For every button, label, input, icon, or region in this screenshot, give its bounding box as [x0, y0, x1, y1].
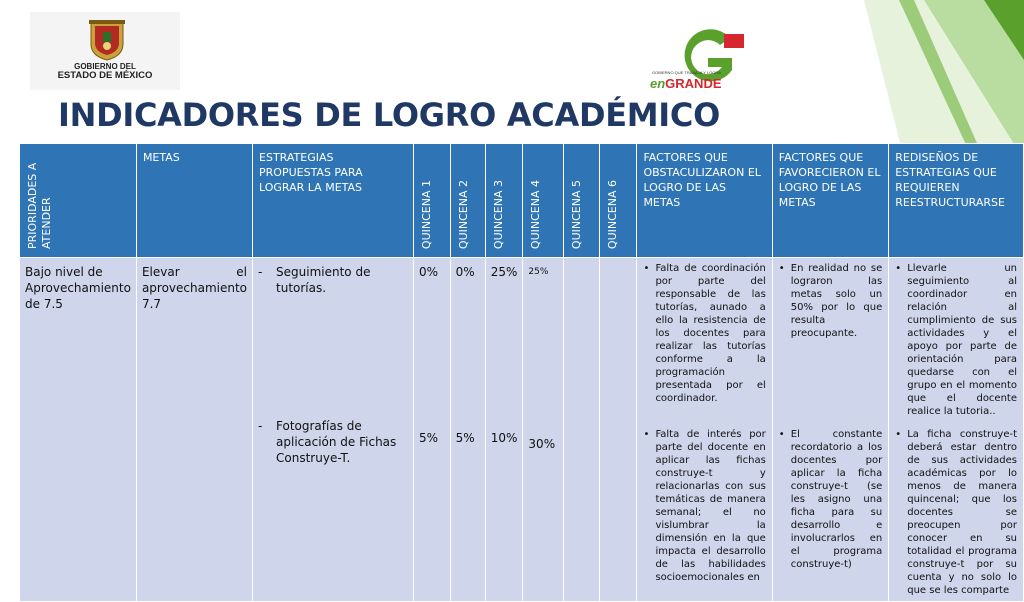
coat-of-arms-icon [85, 18, 129, 62]
header-redisenos: REDISEÑOS DE ESTRATEGIAS QUE REQUIEREN REESTRUCTURARSE [889, 144, 1024, 258]
cell-favorecieron [772, 258, 888, 602]
gobierno-estado-mexico-logo [30, 12, 180, 90]
header-obstaculizaron: FACTORES QUE OBSTACULIZARON EL LOGRO DE LAS METAS [637, 144, 772, 258]
header-quincena-5: QUINCENA 5 [563, 144, 600, 258]
engrande-logo [638, 24, 758, 94]
header-quincena-3: QUINCENA 3 [485, 144, 523, 258]
estrategia-item: - Seguimiento de tutorías. [258, 265, 371, 295]
cell-quincena-3: 25% 10% [485, 258, 523, 602]
header-estrategias: ESTRATEGIAS PROPUESTAS PARA LOGRAR LA METAS [253, 144, 414, 258]
header-favorecieron: FACTORES QUE FAVORECIERON EL LOGRO DE LAS METAS [772, 144, 888, 258]
logo-en: en [650, 76, 666, 91]
list-item: • La ficha construye-t deberá estar dentro de sus actividades académicas por lo menos de manera quincenal; que los docentes se preocupen por conocer en su totalidad el programa construye-t por su cuenta y no solo lo que se les comparte [895, 429, 1017, 596]
cell-obstaculizaron [637, 258, 772, 602]
cell-quincena-6 [600, 258, 637, 602]
page-title: INDICADORES DE LOGRO ACADÉMICO [58, 96, 721, 134]
header-quincena-4: QUINCENA 4 [523, 144, 563, 258]
cell-quincena-5 [563, 258, 600, 602]
cell-redisenos [889, 258, 1024, 602]
header-quincena-6: QUINCENA 6 [600, 144, 637, 258]
estrategia-item: - Fotografías de aplicación de Fichas Construye-T. [258, 419, 397, 465]
header-quincena-1: QUINCENA 1 [413, 144, 450, 258]
list-item: • Falta de interés por parte del docente en aplicar las fichas construye-t y relacionarlas con sus temáticas de manera semanal; el no vislumbrar la dimensión en la que impacta el desarrollo de las habilidades socioemocionales en [643, 429, 766, 583]
list-item: • El constante recordatorio a los docentes por aplicar la ficha construye-t (se les asigno una ficha para su desarrollo e involucrarlos en el programa construye-t) [778, 429, 883, 570]
table-header-row [20, 144, 1024, 258]
header-quincena-2: QUINCENA 2 [450, 144, 485, 258]
cell-quincena-4: 25% 30% [523, 258, 563, 602]
logo-grande: GRANDE [665, 76, 722, 91]
cell-prioridad: Bajo nivel de Aprovechamiento de 7.5 [20, 258, 137, 602]
list-item: • Falta de coordinación por parte del responsable de las tutorías, aunado a ello la resistencia de los docentes para realizar las tutorías conforme a la programación presentada por el coordinador. [643, 263, 766, 404]
cell-quincena-2: 0% 5% [450, 258, 485, 602]
table-row [20, 258, 1024, 602]
header-metas: METAS [136, 144, 252, 258]
header-prioridades: PRIORIDADES A ATENDER [20, 144, 137, 258]
logo-wordmark [650, 76, 722, 91]
gov-line-2: ESTADO DE MÉXICO [57, 70, 153, 81]
list-item: • En realidad no se lograron las metas solo un 50% por lo que resulta preocupante. [778, 263, 883, 339]
cell-estrategias [253, 258, 414, 602]
gov-line-1: GOBIERNO DEL [74, 62, 136, 71]
logo-tagline: GOBIERNO QUE TRABAJA Y LOGRA [652, 70, 721, 75]
cell-quincena-1: 0% 5% [413, 258, 450, 602]
indicators-table [19, 143, 1024, 602]
list-item: • Llevarle un seguimiento al coordinador en relación al cumplimiento de sus actividades y el apoyo por parte de orientación para quedarse con el grupo en el momento que el docente realice la tutoria.. [895, 263, 1017, 417]
cell-meta: Elevar el aprovechamiento 7.7 [136, 258, 252, 602]
